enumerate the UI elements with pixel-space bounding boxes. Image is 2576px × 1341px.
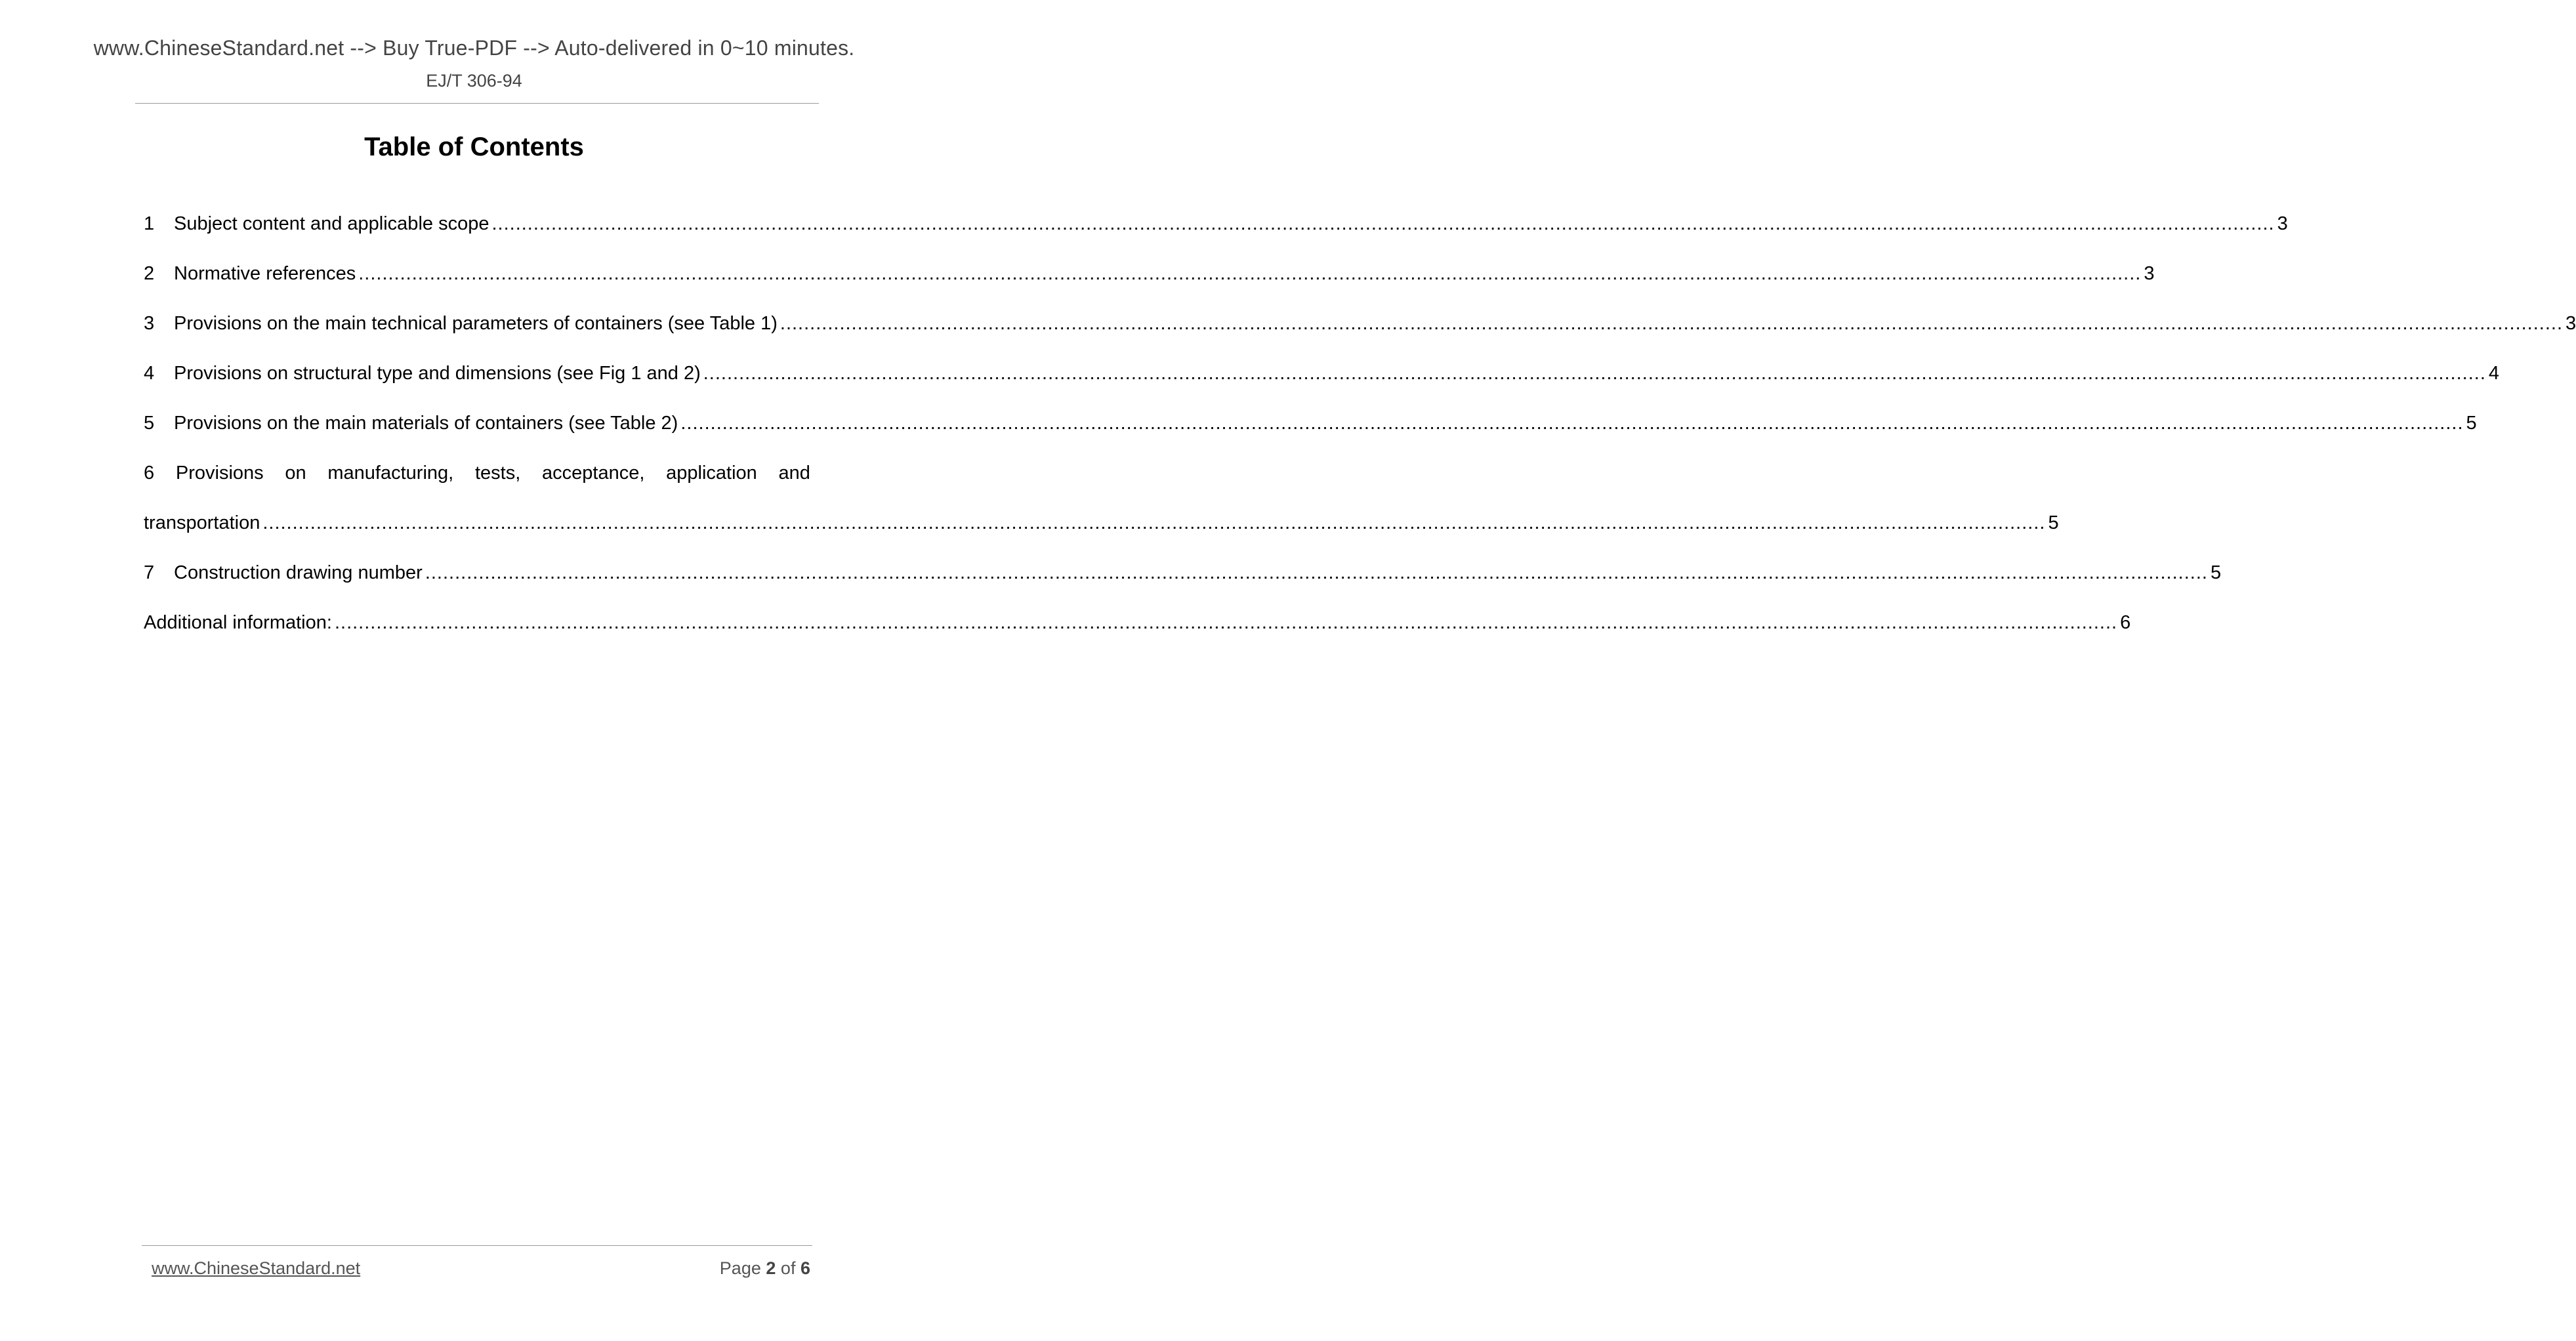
toc-dot-leader: ............................................................................................................................................................................................................................................................................................................: [262, 512, 2046, 533]
toc-entry-word: Provisions: [175, 463, 264, 484]
toc-entry-label: Provisions on the main technical parameters of containers (see Table 1): [174, 313, 778, 334]
footer-divider: [142, 1245, 812, 1246]
toc-entry-label: Additional information:: [144, 612, 332, 633]
toc-entry-label: Subject content and applicable scope: [174, 213, 489, 234]
toc-entry-word: manufacturing,: [327, 463, 454, 484]
toc-dot-leader: ............................................................................................................................................................................................................................................................................................................: [779, 313, 2564, 334]
toc-entry-4[interactable]: [144, 361, 2500, 386]
toc-entry-label: Construction drawing number: [174, 562, 423, 583]
toc-entry-word: tests,: [474, 463, 521, 484]
toc-dot-leader: ............................................................................................................................................................................................................................................................................................................: [425, 562, 2208, 583]
total-pages-number: 6: [800, 1258, 810, 1278]
top-banner[interactable]: www.ChineseStandard.net --> Buy True-PDF --> Auto-delivered in 0~10 minutes.: [93, 36, 855, 60]
toc-entry-word: on: [285, 463, 306, 484]
page-prefix: Page: [719, 1258, 761, 1278]
toc-entry-6-line-1[interactable]: [144, 461, 810, 485]
toc-entry-page: 5: [2048, 512, 2059, 533]
toc-entry-word: acceptance,: [542, 463, 645, 484]
toc-entry-3[interactable]: [144, 311, 2576, 336]
toc-entry-label: Normative references: [174, 263, 356, 284]
toc-entry-page: 4: [2488, 363, 2500, 384]
toc-entry-number: 4: [144, 363, 155, 384]
toc-entry-page: 3: [2566, 313, 2576, 334]
toc-dot-leader: ............................................................................................................................................................................................................................................................................................................: [334, 612, 2118, 633]
footer-website-link[interactable]: www.ChineseStandard.net: [152, 1258, 361, 1278]
toc-entry-2[interactable]: [144, 261, 2155, 286]
toc-entry-number: 5: [144, 413, 155, 434]
toc-entry-1[interactable]: [144, 211, 2288, 236]
toc-entry-number: 6: [144, 463, 155, 484]
toc-entry-number: 7: [144, 562, 155, 583]
toc-entry-page: 5: [2210, 562, 2222, 583]
toc-entry-word: and: [778, 463, 810, 484]
toc-entry-6-line-2[interactable]: [144, 510, 2059, 535]
toc-entry-word: application: [666, 463, 757, 484]
toc-entry-page: 6: [2120, 612, 2131, 633]
toc-entry-label: Provisions on the main materials of containers (see Table 2): [174, 413, 678, 434]
page-of: of: [780, 1258, 796, 1278]
toc-dot-leader: ............................................................................................................................................................................................................................................................................................................: [680, 413, 2464, 434]
current-page-number: 2: [766, 1258, 776, 1278]
header-divider: [135, 103, 819, 104]
toc-title: Table of Contents: [364, 133, 584, 161]
toc-entry-number: 3: [144, 313, 155, 334]
toc-entry-7[interactable]: [144, 560, 2222, 585]
toc-dot-leader: ............................................................................................................................................................................................................................................................................................................: [358, 263, 2142, 284]
toc-dot-leader: ............................................................................................................................................................................................................................................................................................................: [491, 213, 2275, 234]
toc-entry-5[interactable]: [144, 411, 2477, 436]
toc-entry-additional[interactable]: [144, 610, 2131, 635]
toc-dot-leader: ............................................................................................................................................................................................................................................................................................................: [703, 363, 2486, 384]
page-indicator: [720, 1258, 810, 1279]
table-of-contents: [144, 211, 2576, 660]
toc-entry-page: 3: [2277, 213, 2288, 234]
toc-entry-number: 2: [144, 263, 155, 284]
toc-entry-label: transportation: [144, 512, 260, 533]
toc-entry-number: 1: [144, 213, 155, 234]
toc-entry-label: Provisions on structural type and dimensions (see Fig 1 and 2): [174, 363, 701, 384]
toc-entry-page: 3: [2144, 263, 2155, 284]
toc-entry-page: 5: [2466, 413, 2477, 434]
standard-code: EJ/T 306-94: [426, 71, 522, 91]
